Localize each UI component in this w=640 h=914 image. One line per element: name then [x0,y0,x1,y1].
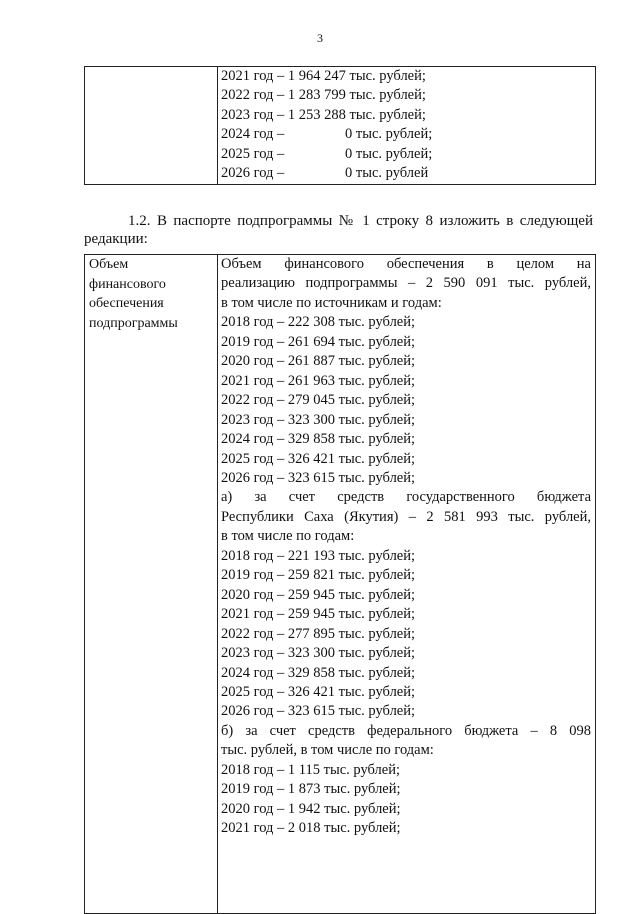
state-year-line: 2021 год – 259 945 тыс. рублей; [221,606,416,623]
row-label-cell [85,255,218,914]
top-financing-table [84,66,596,185]
federal-year-line: 2020 год – 1 942 тыс. рублей; [221,800,401,817]
amount-label: 0 тыс. рублей [345,165,429,182]
state-year-line: 2025 год – 326 421 тыс. рублей; [221,683,416,700]
year-label: 2026 год – [221,165,285,182]
top-table-row [218,125,595,144]
state-budget-line: а) за счет средств государственного бюджета [221,489,591,506]
top-table-row: 2021 год – 1 964 247 тыс. рублей; [221,68,426,84]
total-year-line: 2018 год – 222 308 тыс. рублей; [221,314,416,331]
top-table-left-cell [85,67,218,185]
top-table-row: 2022 год – 1 283 799 тыс. рублей; [221,87,426,104]
state-year-line: 2022 год – 277 895 тыс. рублей; [221,625,416,642]
amendment-paragraph [84,212,593,248]
year-label: 2025 год – [221,145,285,162]
federal-year-line: 2018 год – 1 115 тыс. рублей; [221,761,400,778]
state-year-line: 2023 год – 323 300 тыс. рублей; [221,645,416,662]
total-year-line: 2022 год – 279 045 тыс. рублей; [221,392,416,409]
intro-line: реализацию подпрограммы – 2 590 091 тыс. рублей, [221,275,591,292]
total-year-line: 2024 год – 329 858 тыс. рублей; [221,431,416,448]
federal-year-line: 2021 год – 2 018 тыс. рублей; [221,820,401,837]
top-table-row: 2023 год – 1 253 288 тыс. рублей; [221,106,426,123]
row-content-cell [218,255,596,914]
intro-line: в том числе по источникам и годам: [221,294,442,311]
row-label-line: финансового [89,276,166,292]
row-label-line: подпрограммы [89,315,178,331]
state-budget-line: Республики Саха (Якутия) – 2 581 993 тыс. рублей, [221,508,591,525]
federal-year-line: 2019 год – 1 873 тыс. рублей; [221,781,401,798]
amount-label: 0 тыс. рублей; [345,145,433,162]
top-table-right-cell [218,67,596,185]
paragraph-line: редакции: [84,231,148,247]
state-year-line: 2026 год – 323 615 тыс. рублей; [221,703,416,720]
federal-budget-line: б) за счет средств федерального бюджета – 8 098 [221,722,591,739]
total-year-line: 2025 год – 326 421 тыс. рублей; [221,450,416,467]
row-label-line: Объем [89,257,129,272]
total-year-line: 2023 год – 323 300 тыс. рублей; [221,411,416,428]
page-number: 3 [317,31,323,45]
total-year-line: 2020 год – 261 887 тыс. рублей; [221,353,416,370]
state-year-line: 2019 год – 259 821 тыс. рублей; [221,567,416,584]
state-year-line: 2020 год – 259 945 тыс. рублей; [221,586,416,603]
subprogram-financing-table [84,254,596,914]
total-year-line: 2026 год – 323 615 тыс. рублей; [221,469,416,486]
year-label: 2024 год – [221,126,285,143]
intro-line: Объем финансового обеспечения в целом на [221,256,591,272]
state-budget-line: в том числе по годам: [221,528,355,545]
total-year-line: 2019 год – 261 694 тыс. рублей; [221,333,416,350]
state-year-line: 2024 год – 329 858 тыс. рублей; [221,664,416,681]
total-year-line: 2021 год – 261 963 тыс. рублей; [221,372,416,389]
top-table-row [218,145,595,164]
top-table-row [218,164,595,183]
row-label-line: обеспечения [89,296,164,312]
amount-label: 0 тыс. рублей; [345,126,433,143]
state-year-line: 2018 год – 221 193 тыс. рублей; [221,547,416,564]
federal-budget-line: тыс. рублей, в том числе по годам: [221,742,434,759]
paragraph-line: 1.2. В паспорте подпрограммы № 1 строку 8 изложить в следующей [128,213,593,229]
